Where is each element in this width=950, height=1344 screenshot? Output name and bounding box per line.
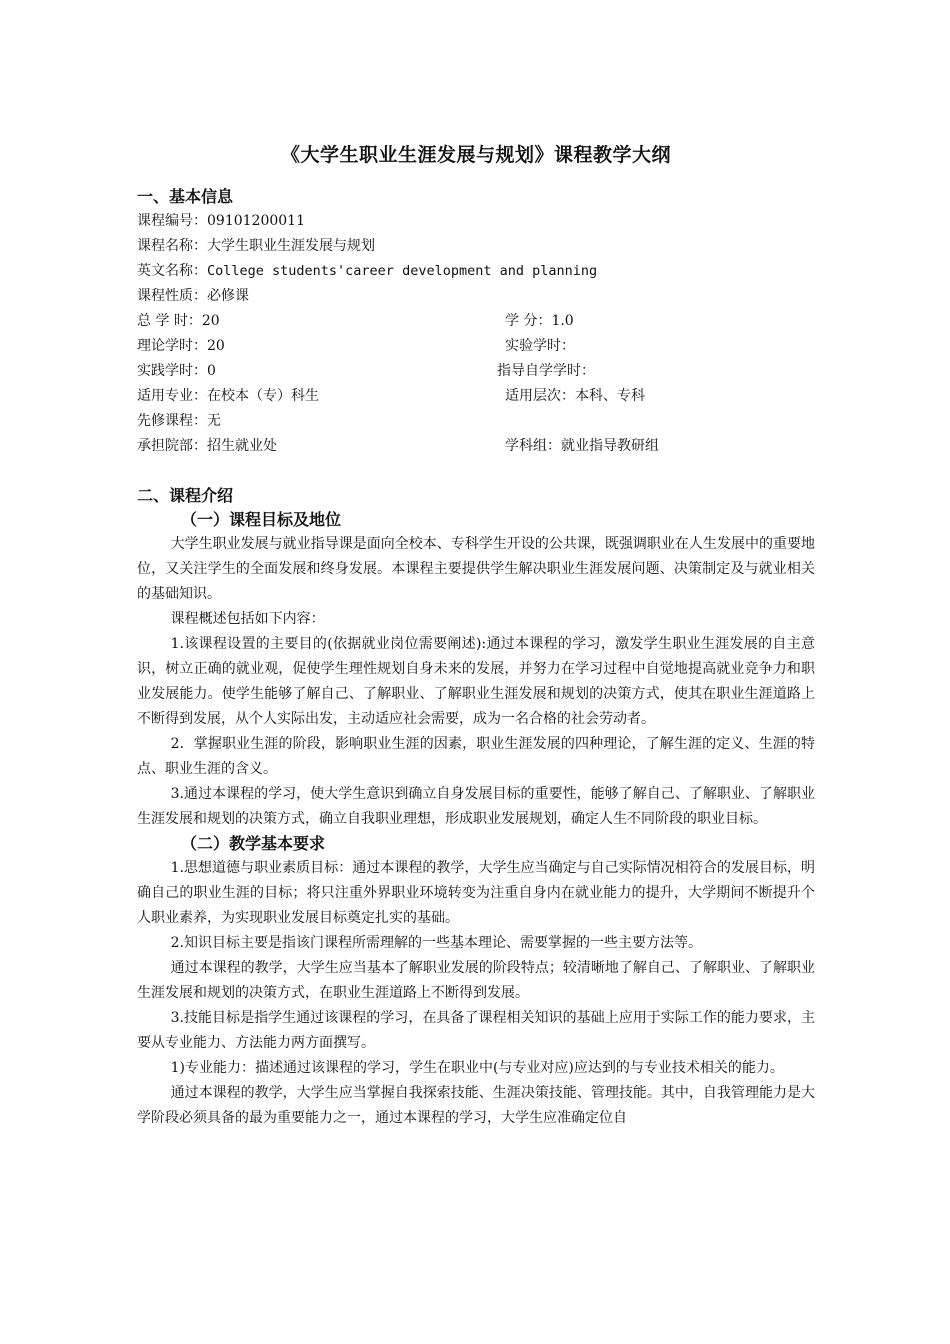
paragraph: 1.思想道德与职业素质目标：通过本课程的教学，大学生应当确定与自己实际情况相符合的发展目标，明确自己的职业生涯的目标；将只注重外界职业环境转变为注重自身内在就业能力的提升，大学期间不断提升个人职业素养，为实现职业发展目标奠定扎实的基础。	[137, 860, 815, 926]
paragraph: 2．掌握职业生涯的阶段，影响职业生涯的因素，职业生涯发展的四种理论，了解生涯的定义、生涯的特点、职业生涯的含义。	[137, 736, 815, 777]
spacer	[137, 459, 815, 484]
theory-lab-row	[137, 334, 815, 359]
paragraph: 课程概述包括如下内容：	[170, 611, 325, 627]
document-page	[137, 140, 815, 1131]
subsection-heading-requirements: （二）教学基本要求	[181, 834, 326, 853]
paragraph: 大学生职业发展与就业指导课是面向全校本、专科学生开设的公共课，既强调职业在人生发展中的重要地位，又关注学生的全面发展和终身发展。本课程主要提供学生解决职业生涯发展问题、决策制定及与就业相关的基础知识。	[137, 536, 815, 602]
paragraph: 2.知识目标主要是指该门课程所需理解的一些基本理论、需要掌握的一些主要方法等。	[170, 935, 702, 951]
paragraph: 3.通过本课程的学习，使大学生意识到确立自身发展目标的重要性，能够了解自己、了解职业、了解职业生涯发展和规划的决策方式，确立自我职业理想，形成职业发展规划，确定人生不同阶段的职业目标。	[137, 786, 815, 827]
paragraph: 通过本课程的教学，大学生应当基本了解职业发展的阶段特点；较清晰地了解自己、了解职业、了解职业生涯发展和规划的决策方式，在职业生涯道路上不断得到发展。	[137, 960, 815, 1001]
course-nature: 课程性质：必修课	[137, 288, 249, 304]
paragraph: 通过本课程的教学，大学生应当掌握自我探索技能、生涯决策技能、管理技能。其中，自我管理能力是大学阶段必须具备的最为重要能力之一，通过本课程的学习，大学生应准确定位自	[137, 1085, 815, 1126]
total-hours: 总 学 时：20	[137, 313, 220, 329]
lab-hours: 实验学时：	[505, 338, 575, 354]
english-name: 英文名称：College students'career development and planning	[137, 263, 598, 279]
major-level-row	[137, 384, 815, 409]
practice-selfstudy-row	[137, 359, 815, 384]
subject-group: 学科组：就业指导教研组	[505, 438, 659, 454]
paragraph: 1)专业能力：描述通过该课程的学习，学生在职业中(与专业对应)应达到的与专业技术相关的能力。	[170, 1060, 784, 1076]
section-heading-course-intro: 二、课程介绍	[137, 486, 234, 505]
subsection-heading-goals: （一）课程目标及地位	[181, 510, 342, 529]
practice-hours: 实践学时：0	[137, 363, 216, 379]
applicable-major: 适用专业：在校本（专）科生	[137, 388, 319, 404]
paragraph: 3.技能目标是指学生通过该课程的学习，在具备了课程相关知识的基础上应用于实际工作的能力要求，主要从专业能力、方法能力两方面撰写。	[137, 1010, 815, 1051]
guided-self-study: 指导自学学时：	[497, 363, 595, 379]
course-code: 课程编号：09101200011	[137, 213, 305, 229]
paragraph: 1.该课程设置的主要目的(依据就业岗位需要阐述):通过本课程的学习，激发学生职业生涯发展的自主意识，树立正确的就业观，促使学生理性规划自身未来的发展，并努力在学习过程中自觉地提高就业竞争力和职业发展能力。使学生能够了解自己、了解职业、了解职业生涯发展和规划的决策方式，使其在职业生涯道路上不断得到发展，从个人实际出发，主动适应社会需要，成为一名合格的社会劳动者。	[137, 636, 815, 727]
hours-credits-row	[137, 309, 815, 334]
english-name-value: College students'career development and planning	[207, 263, 598, 279]
credits: 学 分：1.0	[505, 313, 574, 329]
department-row	[137, 434, 815, 459]
applicable-level: 适用层次：本科、专科	[505, 388, 645, 404]
theory-hours: 理论学时：20	[137, 338, 225, 354]
department: 承担院部：招生就业处	[137, 438, 277, 454]
section-heading-basic-info: 一、基本信息	[137, 187, 234, 206]
course-name: 课程名称：大学生职业生涯发展与规划	[137, 238, 375, 254]
document-title: 《大学生职业生涯发展与规划》课程教学大纲	[280, 144, 671, 166]
prerequisite: 先修课程：无	[137, 413, 221, 429]
